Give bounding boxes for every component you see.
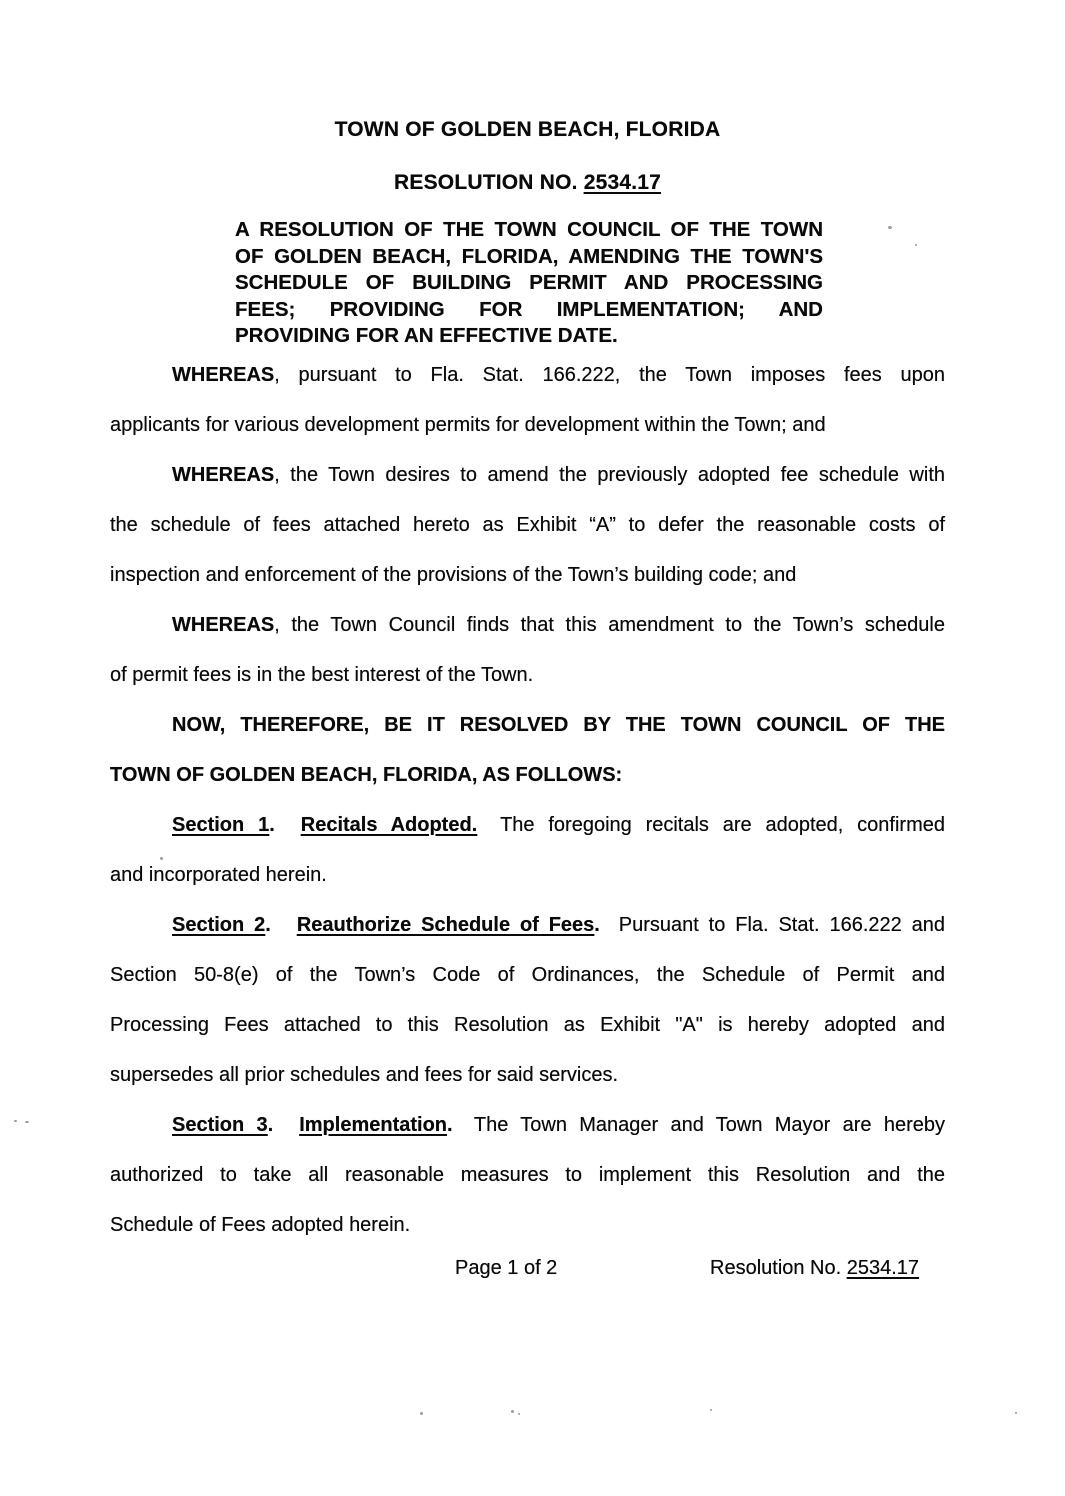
scan-speck: [888, 226, 892, 229]
caption-line: FEES; PROVIDING FOR IMPLEMENTATION; AND: [235, 297, 823, 321]
resolved-clause-line-2: TOWN OF GOLDEN BEACH, FLORIDA, AS FOLLOWS:: [110, 763, 623, 786]
section-2-line-3: Processing Fees attached to this Resolution as Exhibit "A" is hereby adopted and: [110, 1013, 945, 1036]
scan-speck: [915, 244, 917, 246]
section-2-label-period: .: [265, 913, 271, 936]
text-run: The Town Manager and Town Mayor are hereby: [473, 1113, 945, 1136]
section-1-line-1: [110, 800, 945, 850]
scan-speck: [160, 857, 163, 860]
whereas-2-line-2: the schedule of fees attached hereto as Exhibit “A” to defer the reasonable costs of: [110, 513, 945, 536]
section-1-heading: Recitals Adopted.: [300, 813, 478, 836]
whereas-keyword: WHEREAS: [172, 463, 275, 486]
scan-speck: [1015, 1412, 1017, 1414]
text-run: , pursuant to Fla. Stat. 166.222, the Town imposes fees upon: [274, 363, 945, 386]
whereas-keyword: WHEREAS: [172, 363, 275, 386]
section-3-label: Section 3: [172, 1113, 268, 1136]
whereas-3-line-2: of permit fees is in the best interest of the Town.: [110, 663, 534, 686]
section-3-line-3: Schedule of Fees adopted herein.: [110, 1213, 411, 1236]
section-1-label-period: .: [269, 813, 275, 836]
resolution-number-line: [110, 170, 945, 196]
resolution-label: RESOLUTION NO.: [394, 171, 584, 194]
document-title: TOWN OF GOLDEN BEACH, FLORIDA: [334, 118, 721, 141]
section-3-line-1: [110, 1100, 945, 1150]
whereas-keyword: WHEREAS: [172, 613, 275, 636]
caption-line: OF GOLDEN BEACH, FLORIDA, AMENDING THE TOWN'S: [235, 244, 823, 268]
section-3-heading: Implementation: [299, 1113, 448, 1136]
scan-speck: [25, 1121, 29, 1123]
section-2-line-2: Section 50-8(e) of the Town’s Code of Ordinances, the Schedule of Permit and: [110, 963, 945, 986]
whereas-2-line-3: inspection and enforcement of the provisions of the Town’s building code; and: [110, 563, 797, 586]
resolution-caption: [235, 217, 823, 350]
section-3-line-2: authorized to take all reasonable measures to implement this Resolution and the: [110, 1163, 945, 1186]
section-1-label: Section 1: [172, 813, 270, 836]
resolved-clause-line-1: NOW, THEREFORE, BE IT RESOLVED BY THE TOWN COUNCIL OF THE: [172, 713, 945, 736]
page-number: Page 1 of 2: [455, 1257, 558, 1279]
text-run: , the Town desires to amend the previously adopted fee schedule with: [274, 463, 945, 486]
section-2-heading: Reauthorize Schedule of Fees: [296, 913, 595, 936]
section-2-line-4: supersedes all prior schedules and fees for said services.: [110, 1063, 619, 1086]
resolution-number: 2534.17: [583, 171, 661, 194]
whereas-1-line-2: applicants for various development permits for development within the Town; and: [110, 413, 826, 436]
footer-resolution-label: Resolution No.: [710, 1257, 847, 1279]
scan-speck: [710, 1409, 712, 1411]
whereas-2-line-1: [110, 450, 945, 500]
document-body: [110, 350, 945, 1250]
section-3-heading-period: .: [447, 1113, 453, 1136]
text-run: , the Town Council finds that this amendment to the Town’s schedule: [274, 613, 945, 636]
scan-speck: [511, 1410, 514, 1413]
section-3-label-period: .: [267, 1113, 274, 1136]
whereas-3-line-1: [110, 600, 945, 650]
section-2-label: Section 2: [172, 913, 266, 936]
caption-line: A RESOLUTION OF THE TOWN COUNCIL OF THE TOWN: [235, 218, 823, 241]
caption-line: PROVIDING FOR AN EFFECTIVE DATE.: [235, 324, 618, 347]
section-2-line-1: [110, 900, 945, 950]
section-1-line-2: and incorporated herein.: [110, 863, 327, 886]
whereas-1-line-1: [110, 350, 945, 400]
text-run: Pursuant to Fla. Stat. 166.222 and: [618, 913, 946, 936]
page-footer: [110, 1255, 945, 1285]
scan-speck: [518, 1413, 520, 1415]
footer-resolution-ref: [710, 1255, 919, 1281]
scan-speck: [14, 1120, 17, 1122]
text-run: The foregoing recitals are adopted, confirmed: [500, 813, 945, 836]
footer-resolution-number: 2534.17: [846, 1257, 920, 1279]
caption-line: SCHEDULE OF BUILDING PERMIT AND PROCESSING: [235, 271, 823, 294]
document-content: [110, 117, 945, 1250]
section-2-heading-period: .: [594, 913, 600, 936]
scan-speck: [420, 1412, 423, 1415]
